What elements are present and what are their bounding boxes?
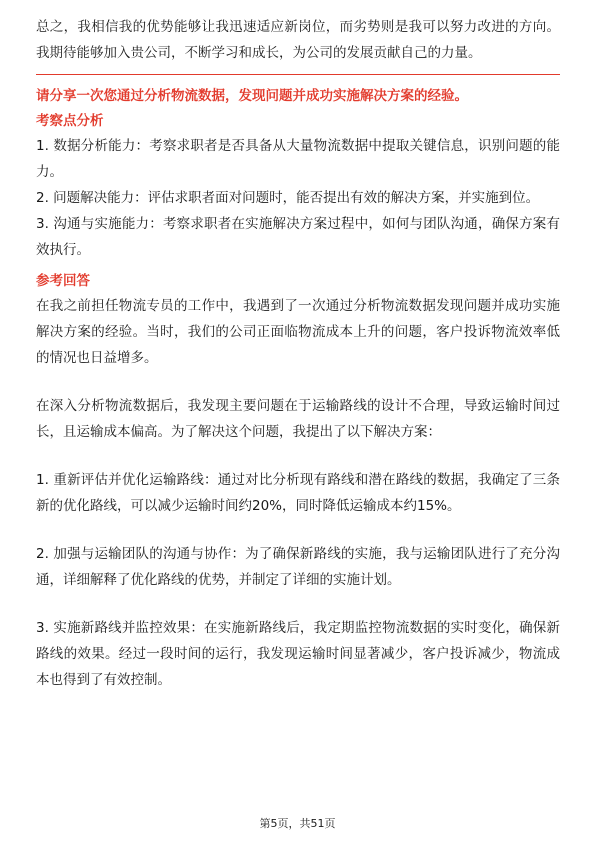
analysis-heading: 考察点分析 [36,113,104,129]
section-divider [36,74,560,75]
intro-paragraph: 总之，我相信我的优势能够让我迅速适应新岗位，而劣势则是我可以努力改进的方向。我期待能够加入贵公司，不断学习和成长，为公司的发展贡献自己的力量。 [36,19,560,61]
interview-question: 请分享一次您通过分析物流数据，发现问题并成功实施解决方案的经验。 [36,88,468,104]
answer-paragraph: 1. 重新评估并优化运输路线：通过对比分析现有路线和潜在路线的数据，我确定了三条新的优化路线，可以减少运输时间约20%，同时降低运输成本约15%。 [36,472,560,514]
answer-paragraph: 在深入分析物流数据后，我发现主要问题在于运输路线的设计不合理，导致运输时间过长，且运输成本偏高。为了解决这个问题，我提出了以下解决方案： [36,398,560,440]
paragraph-gap [36,371,560,393]
analysis-item: 3. 沟通与实施能力：考察求职者在实施解决方案过程中，如何与团队沟通，确保方案有效执行。 [36,216,560,258]
paragraph-gap [36,445,560,467]
analysis-item: 2. 问题解决能力：评估求职者面对问题时，能否提出有效的解决方案，并实施到位。 [36,190,540,206]
page-number-footer: 第5页，共51页 [259,817,336,830]
answer-paragraph: 在我之前担任物流专员的工作中，我遇到了一次通过分析物流数据发现问题并成功实施解决方案的经验。当时，我们的公司正面临物流成本上升的问题，客户投诉物流效率低的情况也日益增多。 [36,298,560,366]
answer-paragraph: 3. 实施新路线并监控效果：在实施新路线后，我定期监控物流数据的实时变化，确保新路线的效果。经过一段时间的运行，我发现运输时间显著减少，客户投诉减少，物流成本也得到了有效控制。 [36,620,560,688]
answer-heading: 参考回答 [36,273,90,289]
document-page [36,14,560,693]
paragraph-gap [36,593,560,615]
analysis-item: 1. 数据分析能力：考察求职者是否具备从大量物流数据中提取关键信息，识别问题的能力。 [36,138,560,180]
answer-paragraph: 2. 加强与运输团队的沟通与协作：为了确保新路线的实施，我与运输团队进行了充分沟通，详细解释了优化路线的优势，并制定了详细的实施计划。 [36,546,560,588]
paragraph-gap [36,519,560,541]
